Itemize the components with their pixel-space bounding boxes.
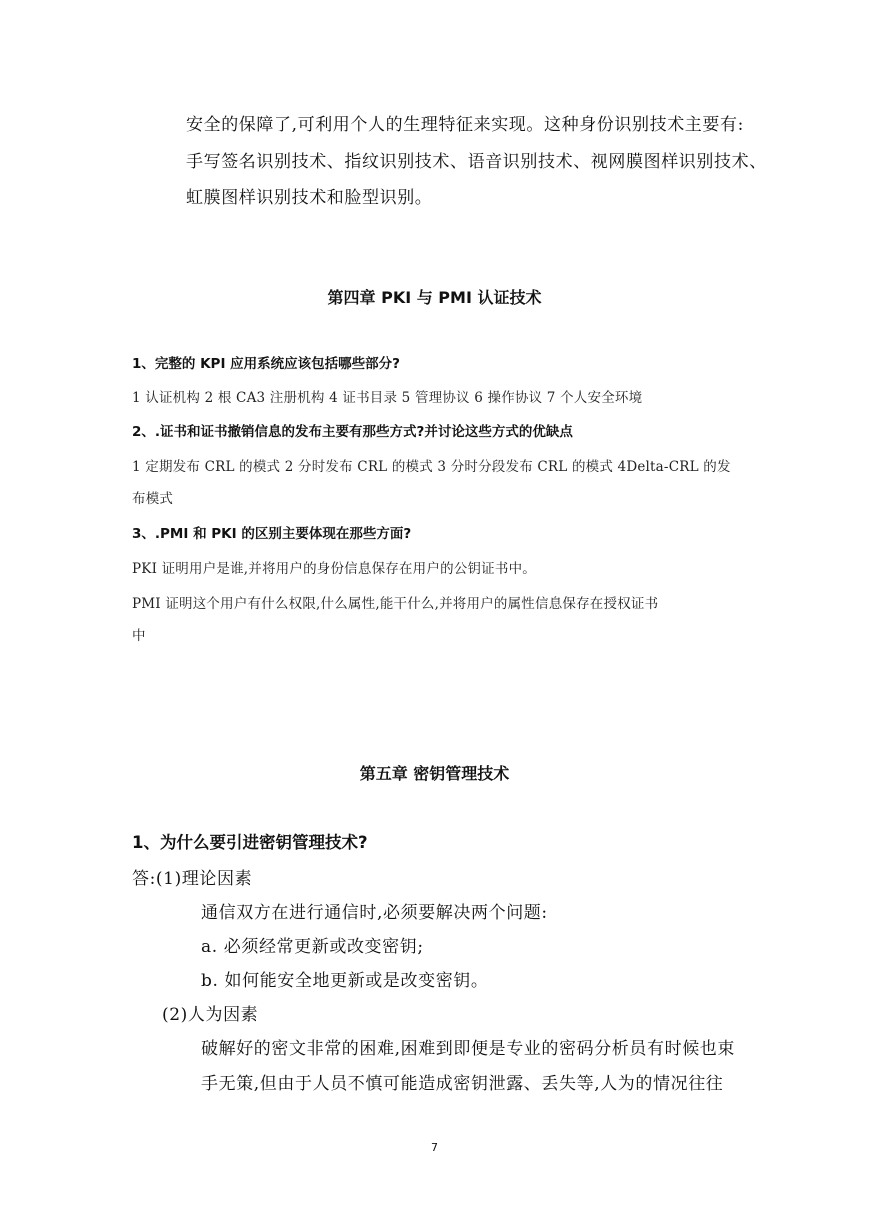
ch4-answer-2-line-1: 1 定期发布 CRL 的模式 2 分时发布 CRL 的模式 3 分时分段发布 CRL 的模式 4Delta-CRL 的发 [132, 459, 731, 475]
intro-line-3: 虹膜图样识别技术和脸型识别。 [186, 188, 433, 208]
ch4-question-2: 2、.证书和证书撤销信息的发布主要有那些方式?并讨论这些方式的优缺点 [132, 424, 573, 440]
ch4-answer-2-line-2: 布模式 [132, 491, 174, 507]
ch4-answer-3-line-3: 中 [132, 628, 146, 644]
ch4-question-3: 3、.PMI 和 PKI 的区别主要体现在那些方面? [132, 526, 412, 542]
chapter-5-title: 第五章 密钥管理技术 [359, 764, 510, 783]
ch4-answer-3-line-2: PMI 证明这个用户有什么权限,什么属性,能干什么,并将用户的属性信息保存在授权证书 [132, 596, 659, 612]
ch5-human-line-2: 手无策,但由于人员不慎可能造成密钥泄露、丢失等,人为的情况往往 [201, 1074, 724, 1094]
ch5-human-line-1: 破解好的密文非常的困难,困难到即便是专业的密码分析员有时候也束 [201, 1039, 736, 1059]
intro-line-2: 手写签名识别技术、指纹识别技术、语音识别技术、视网膜图样识别技术、 [186, 152, 767, 172]
ch5-question-1: 1、为什么要引进密钥管理技术? [132, 833, 368, 852]
ch5-theory-text: 通信双方在进行通信时,必须要解决两个问题: [201, 903, 548, 923]
chapter-4-title: 第四章 PKI 与 PMI 认证技术 [327, 288, 542, 307]
ch4-answer-1: 1 认证机构 2 根 CA3 注册机构 4 证书目录 5 管理协议 6 操作协议 7 个人安全环境 [132, 390, 643, 406]
ch4-question-1: 1、完整的 KPI 应用系统应该包括哪些部分? [132, 356, 401, 372]
ch5-item-a: a. 必须经常更新或改变密钥; [201, 937, 424, 957]
ch4-answer-3-line-1: PKI 证明用户是谁,并将用户的身份信息保存在用户的公钥证书中。 [132, 561, 536, 577]
ch5-answer-theory-label: 答:(1)理论因素 [132, 869, 253, 889]
ch5-item-b: b. 如何能安全地更新或是改变密钥。 [201, 971, 489, 991]
intro-line-1: 安全的保障了,可利用个人的生理特征来实现。这种身份识别技术主要有: [186, 115, 744, 135]
page-number: 7 [431, 1141, 438, 1154]
ch5-human-label: (2)人为因素 [162, 1005, 259, 1025]
